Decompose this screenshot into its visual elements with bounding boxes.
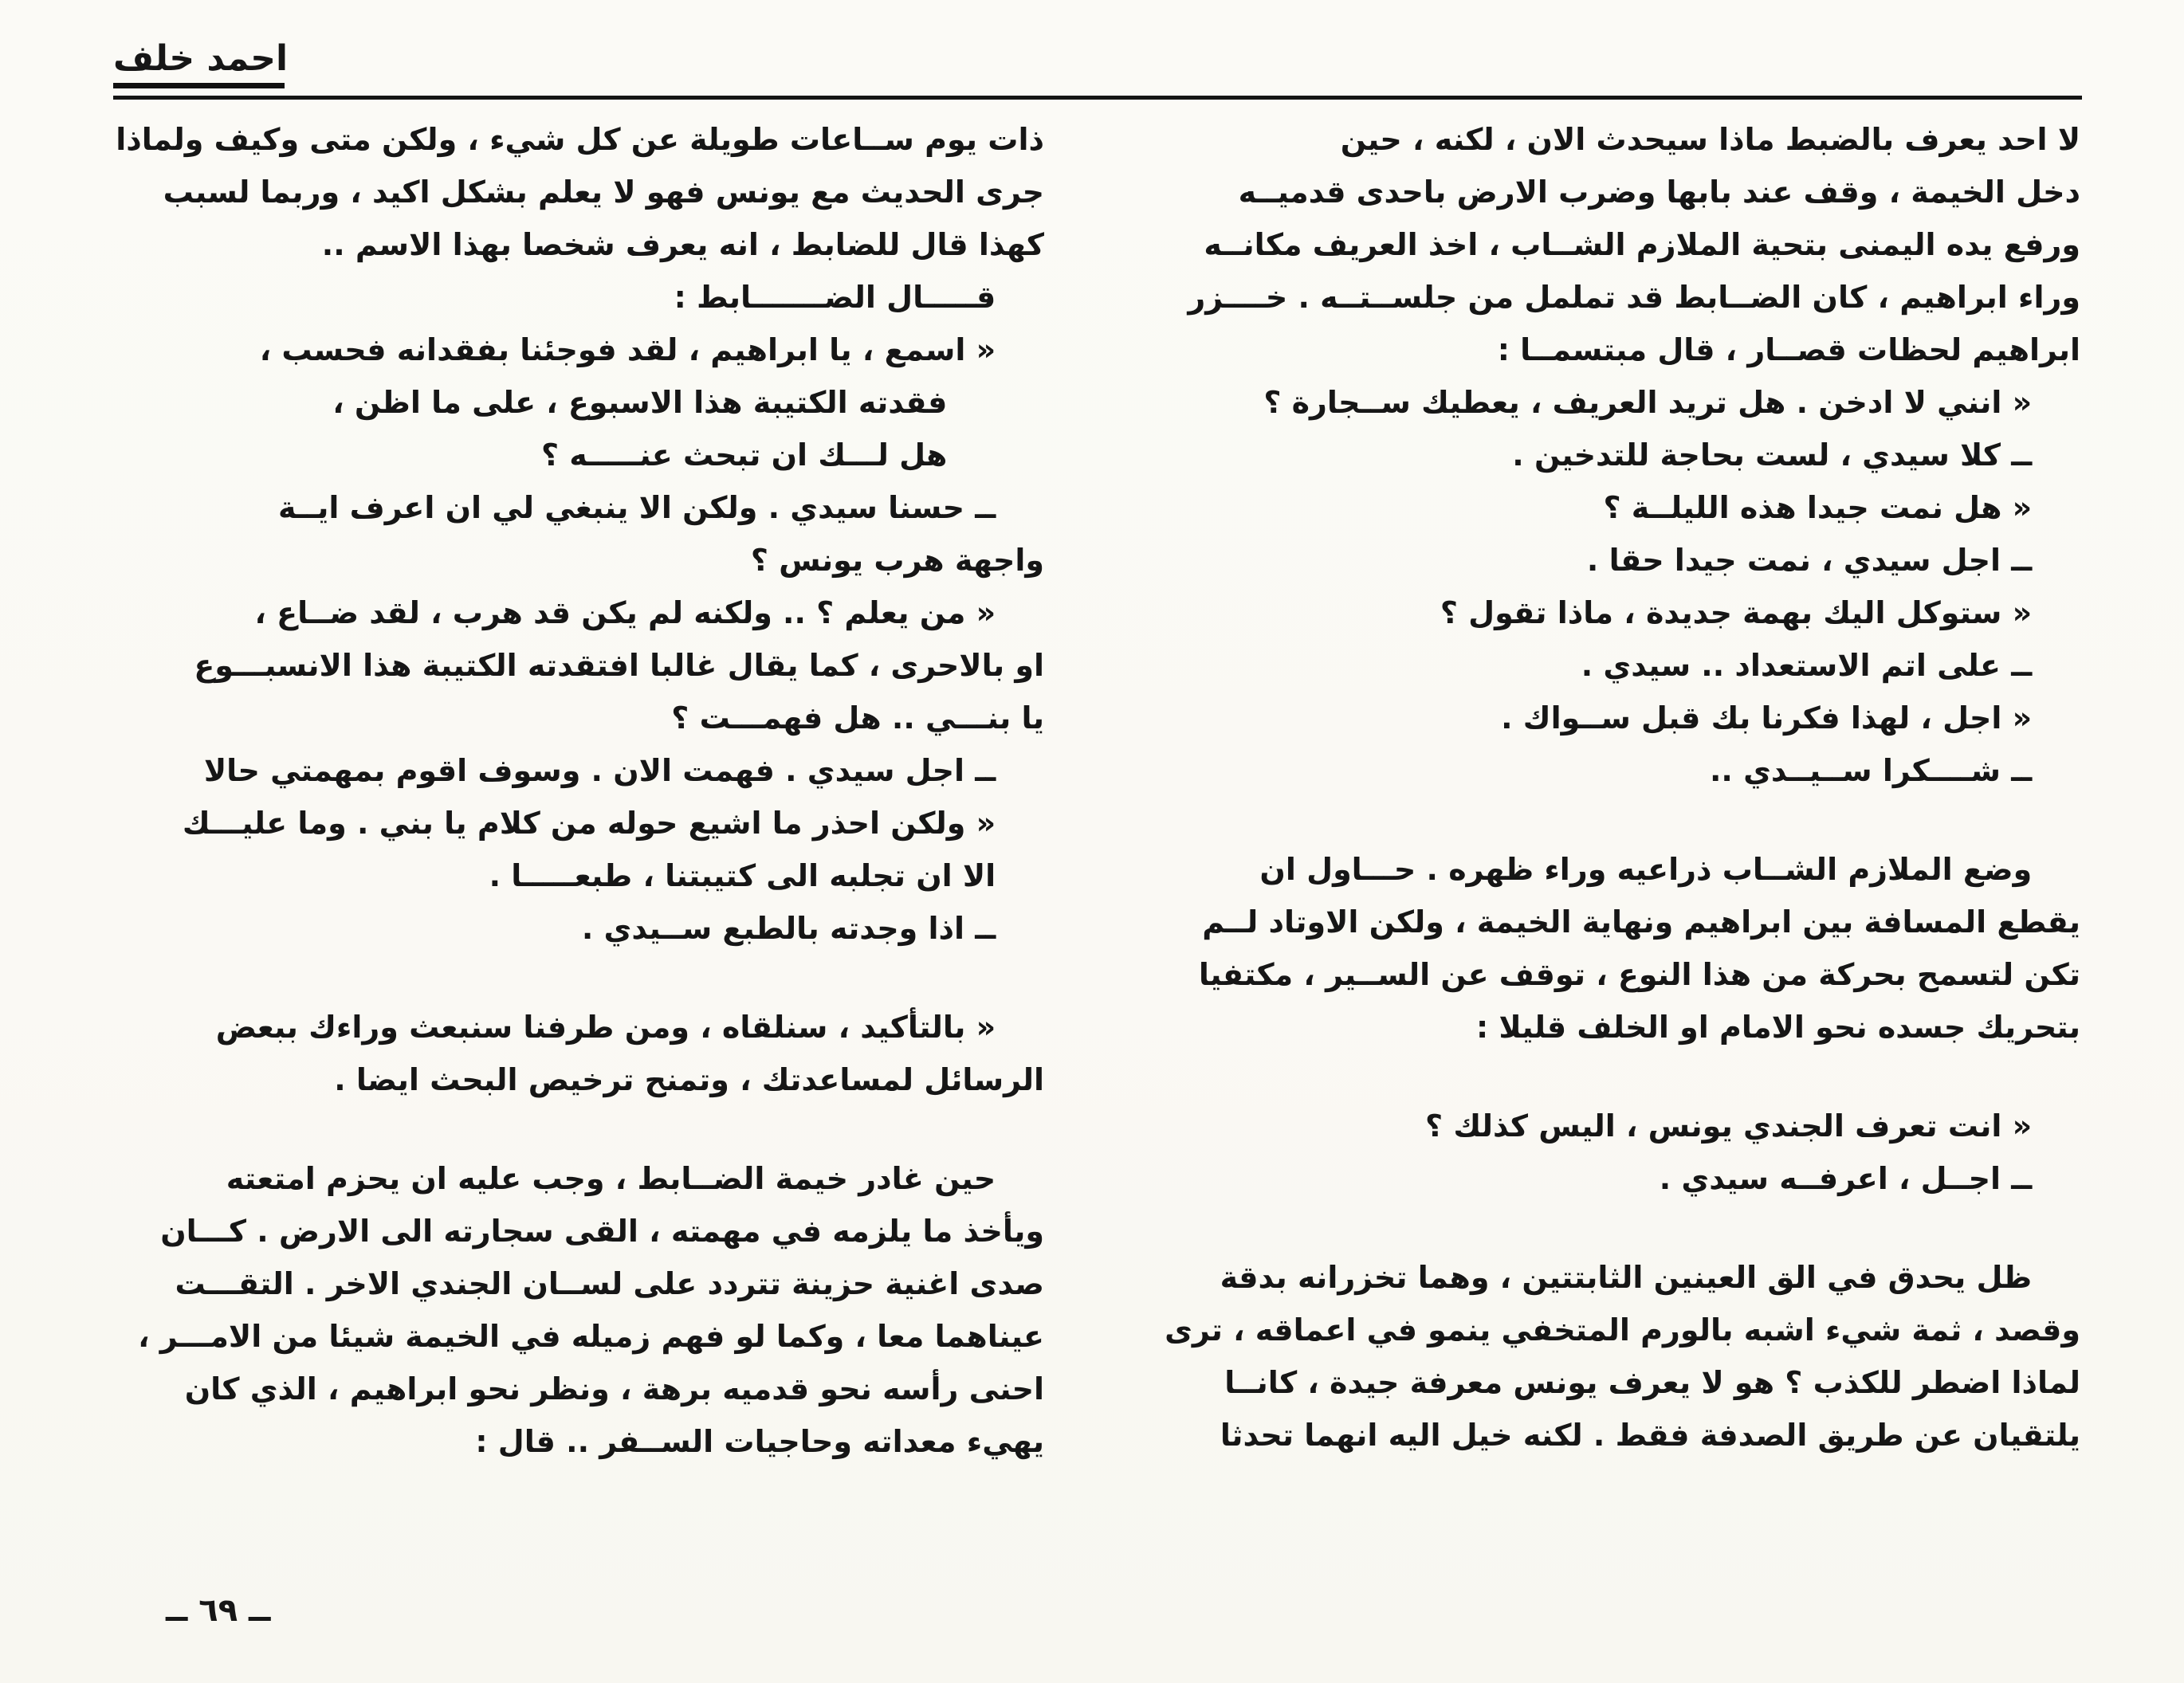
text-line: « ولكن احذر ما اشيع حوله من كلام يا بني . وما عليـــك bbox=[182, 806, 996, 841]
text-line: ذات يوم ســاعات طويلة عن كل شيء ، ولكن متى وكيف ولماذا bbox=[116, 122, 1044, 157]
text-line: صدى اغنية حزينة تتردد على لســان الجندي الاخر . التقـــت bbox=[175, 1266, 1044, 1301]
text-line: لماذا اضطر للكذب ؟ هو لا يعرف يونس معرفة جيدة ، كانــا bbox=[1224, 1365, 2080, 1400]
text-line: عيناهما معا ، وكما لو فهم زميله في الخيمة شيئا من الامـــر ، bbox=[138, 1319, 1044, 1354]
text-line: « انني لا ادخن . هل تريد العريف ، يعطيك ســجارة ؟ bbox=[1263, 385, 2033, 420]
text-line: او بالاحرى ، كما يقال غالبا افتقدته الكتيبة هذا الانسبـــوع bbox=[194, 648, 1044, 683]
author-name: احمد خلف bbox=[113, 38, 289, 79]
text-line: يهيء معداته وحاجيات الســفر .. قال : bbox=[475, 1424, 1044, 1459]
text-line: ــ حسنا سيدي . ولكن الا ينبغي لي ان اعرف ايــة bbox=[278, 490, 996, 525]
text-line: وراء ابراهيم ، كان الضــابط قد تململ من جلســتــه . خــــزر bbox=[1188, 280, 2080, 315]
text-line: ظل يحدق في الق العينين الثابتتين ، وهما تخزرانه بدقة bbox=[1220, 1260, 2033, 1295]
text-line: وضع الملازم الشــاب ذراعيه وراء ظهره . حـــاول ان bbox=[1259, 852, 2033, 887]
text-line: « بالتأكيد ، سنلقاه ، ومن طرفنا سنبعث وراءك ببعض bbox=[215, 1010, 996, 1045]
text-line: حين غادر خيمة الضــابط ، وجب عليه ان يحزم امتعته bbox=[226, 1161, 996, 1196]
text-line: ــ اجل سيدي ، نمت جيدا حقا . bbox=[1586, 543, 2033, 578]
text-line: يقطع المسافة بين ابراهيم ونهاية الخيمة ، ولكن الاوتاد لــم bbox=[1202, 904, 2080, 940]
text-line: « هل نمت جيدا هذه الليلــة ؟ bbox=[1603, 490, 2033, 525]
text-line: « اسمع ، يا ابراهيم ، لقد فوجئنا بفقدانه فحسب ، bbox=[259, 332, 996, 367]
blank-line bbox=[112, 955, 1044, 1001]
text-line: ــ على اتم الاستعداد .. سيدي . bbox=[1581, 648, 2033, 683]
column-right bbox=[1148, 113, 2080, 1468]
text-line: ابراهيم لحظات قصــار ، قال مبتسمــا : bbox=[1497, 332, 2080, 367]
text-line: ــ شــــكرا ســيــدي .. bbox=[1709, 753, 2033, 788]
blank-line bbox=[1148, 797, 2080, 843]
text-line: دخل الخيمة ، وقف عند بابها وضرب الارض باحدى قدميــه bbox=[1238, 175, 2080, 210]
text-line: ورفع يده اليمنى بتحية الملازم الشــاب ، اخذ العريف مكانــه bbox=[1204, 227, 2080, 262]
text-line: فقدته الكتيبة هذا الاسبوع ، على ما اظن ، bbox=[332, 385, 948, 420]
text-line: احنى رأسه نحو قدميه برهة ، ونظر نحو ابراهيم ، الذي كان bbox=[184, 1371, 1044, 1406]
text-line: بتحريك جسده نحو الامام او الخلف قليلا : bbox=[1476, 1010, 2080, 1045]
text-line: واجهة هرب يونس ؟ bbox=[750, 543, 1044, 578]
page-number: ــ ٦٩ ــ bbox=[166, 1592, 271, 1629]
text-line: قـــــال الضـــــــابط : bbox=[674, 280, 996, 315]
text-line: يلتقيان عن طريق الصدفة فقط . لكنه خيل اليه انهما تحدثا bbox=[1220, 1418, 2080, 1453]
text-line: تكن لتسمح بحركة من هذا النوع ، توقف عن الســير ، مكتفيا bbox=[1198, 957, 2080, 992]
blank-line bbox=[1148, 1205, 2080, 1251]
blank-line bbox=[1148, 1053, 2080, 1100]
blank-line bbox=[112, 1106, 1044, 1152]
text-line: هل لـــك ان تبحث عنـــــه ؟ bbox=[541, 437, 948, 473]
text-columns bbox=[112, 113, 2080, 1468]
text-line: جرى الحديث مع يونس فهو لا يعلم بشكل اكيد ، وربما لسبب bbox=[163, 175, 1044, 210]
text-line: الرسائل لمساعدتك ، وتمنح ترخيص البحث ايضا . bbox=[334, 1062, 1044, 1097]
author-underline-rule bbox=[113, 83, 285, 88]
column-left bbox=[112, 113, 1044, 1468]
text-line: وقصد ، ثمة شيء اشبه بالورم المتخفي ينمو في اعماقه ، ترى bbox=[1165, 1312, 2080, 1348]
text-line: « انت تعرف الجندي يونس ، اليس كذلك ؟ bbox=[1425, 1108, 2033, 1144]
text-line: ــ اجل سيدي . فهمت الان . وسوف اقوم بمهمتي حالا bbox=[203, 753, 996, 788]
text-line: « من يعلم ؟ .. ولكنه لم يكن قد هرب ، لقد ضــاع ، bbox=[254, 595, 996, 630]
text-line: « ستوكل اليك بهمة جديدة ، ماذا تقول ؟ bbox=[1440, 595, 2033, 630]
text-line: ــ اذا وجدته بالطبع ســيدي . bbox=[581, 911, 996, 946]
text-line: ــ كلا سيدي ، لست بحاجة للتدخين . bbox=[1512, 437, 2033, 473]
text-line: كهذا قال للضابط ، انه يعرف شخصا بهذا الاسم .. bbox=[321, 227, 1044, 262]
text-line: ــ اجــل ، اعرفــه سيدي . bbox=[1659, 1161, 2033, 1196]
text-line: لا احد يعرف بالضبط ماذا سيحدث الان ، لكنه ، حين bbox=[1340, 122, 2080, 157]
text-line: « اجل ، لهذا فكرنا بك قبل ســواك . bbox=[1501, 700, 2033, 736]
text-line: الا ان تجلبه الى كتيبتنا ، طبعـــــا . bbox=[489, 858, 996, 893]
header-rule bbox=[113, 96, 2082, 100]
text-line: يا بنـــي .. هل فهمـــت ؟ bbox=[671, 700, 1044, 736]
text-line: ويأخذ ما يلزمه في مهمته ، القى سجارته الى الارض . كـــان bbox=[160, 1214, 1044, 1249]
